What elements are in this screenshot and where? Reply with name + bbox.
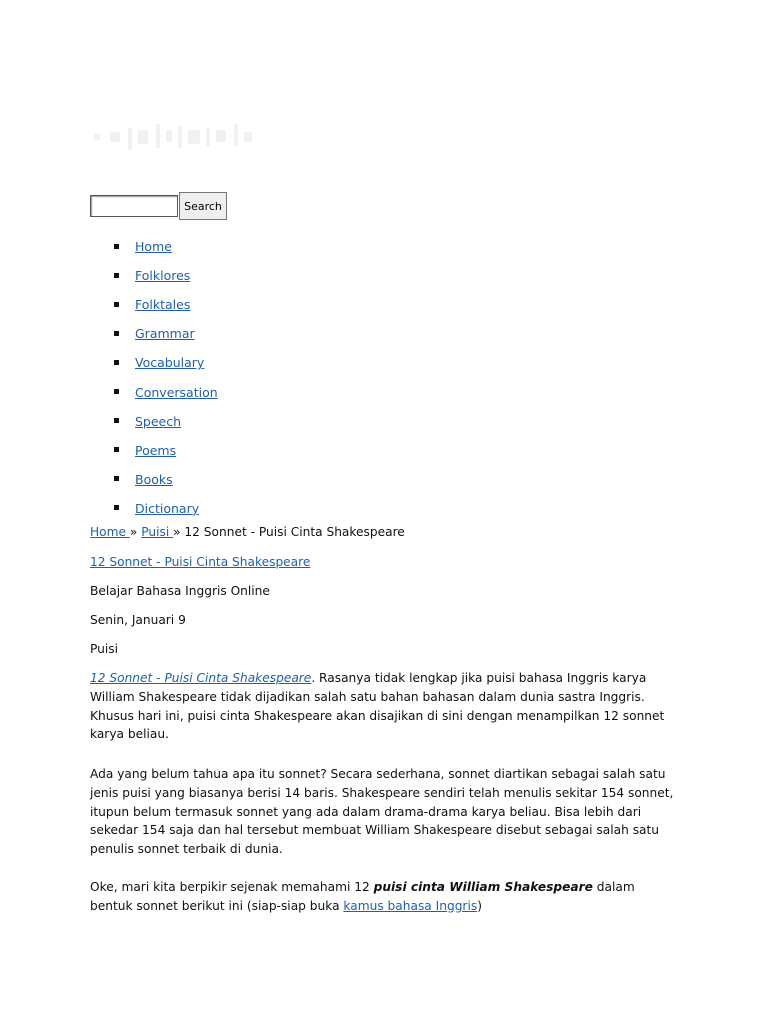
breadcrumb-current: 12 Sonnet - Puisi Cinta Shakespeare <box>184 525 405 539</box>
nav-link-speech[interactable]: Speech <box>135 413 182 429</box>
paragraph-text: . Rasanya tidak lengkap jika puisi bahasa Inggris karya William Shakespeare tidak dijadikan salah satu bahan bahasan dalam dunia sastra Inggris. Khusus hari ini, puisi cinta Shakespeare akan disajikan di sini dengan menampilkan 12 sonnet karya beliau. <box>90 671 665 742</box>
nav-item-vocabulary <box>92 348 218 377</box>
nav-link-grammar[interactable]: Grammar <box>135 326 195 342</box>
emphasis-text: puisi cinta William Shakespeare <box>373 880 593 894</box>
nav-link-dictionary[interactable]: Dictionary <box>135 500 200 516</box>
nav-link-folklores[interactable]: Folklores <box>135 268 191 284</box>
nav-item-books <box>92 465 218 494</box>
paragraph-text: ) <box>477 898 482 913</box>
nav-item-folktales <box>92 290 218 319</box>
nav-item-conversation <box>92 377 218 406</box>
breadcrumb-separator: » <box>173 525 185 539</box>
bullet-icon <box>114 273 119 278</box>
site-logo <box>92 110 272 160</box>
post-title-link[interactable]: 12 Sonnet - Puisi Cinta Shakespeare <box>90 555 311 569</box>
breadcrumb-category-link[interactable]: Puisi <box>141 525 174 539</box>
nav-link-folktales[interactable]: Folktales <box>135 297 191 313</box>
search-input[interactable] <box>90 195 178 217</box>
paragraph-text: Oke, mari kita berpikir sejenak memahami 12 <box>90 880 374 894</box>
search-button[interactable]: Search <box>179 192 227 220</box>
bullet-icon <box>114 505 119 510</box>
bullet-icon <box>114 418 119 423</box>
dictionary-link[interactable]: kamus bahasa Inggris <box>343 898 478 913</box>
post-label: Puisi <box>90 642 118 656</box>
nav-item-home <box>92 232 218 261</box>
blog-name: Belajar Bahasa Inggris Online <box>90 584 270 598</box>
main-nav <box>92 232 218 523</box>
bullet-icon <box>114 447 119 452</box>
breadcrumb <box>90 523 680 542</box>
bullet-icon <box>114 360 119 365</box>
post-title <box>90 553 680 572</box>
bullet-icon <box>114 244 119 249</box>
nav-link-books[interactable]: Books <box>135 471 173 487</box>
nav-item-folklores <box>92 261 218 290</box>
search-bar <box>90 192 227 220</box>
nav-link-home[interactable]: Home <box>135 239 172 255</box>
nav-item-grammar <box>92 319 218 348</box>
nav-link-conversation[interactable]: Conversation <box>135 384 218 400</box>
nav-item-poems <box>92 436 218 465</box>
bullet-icon <box>114 389 119 394</box>
paragraph-text: dalam bentuk sonnet berikut ini (siap-siap buka <box>90 880 635 913</box>
bullet-icon <box>114 331 119 336</box>
breadcrumb-separator: » <box>129 525 142 539</box>
bullet-icon <box>114 476 119 481</box>
nav-item-dictionary <box>92 494 218 523</box>
breadcrumb-home-link[interactable]: Home <box>90 525 130 539</box>
bullet-icon <box>114 302 119 307</box>
post-intro-link[interactable]: 12 Sonnet - Puisi Cinta Shakespeare <box>90 671 312 685</box>
paragraph-intro <box>90 669 680 744</box>
post-date: Senin, Januari 9 <box>90 613 186 627</box>
paragraph-sonnet-explanation: Ada yang belum tahua apa itu sonnet? Secara sederhana, sonnet diartikan sebagai salah satu jenis puisi yang biasanya berisi 14 baris. Shakespeare sendiri telah menulis sekitar 154 sonnet, itupun belum termasuk sonnet yang ada dalam drama-drama karya beliau. Bisa lebih dari sekedar 154 saja dan hal tersebut membuat William Shakespeare disebut sebagai salah satu penulis sonnet terbaik di dunia. <box>90 767 674 857</box>
nav-link-vocabulary[interactable]: Vocabulary <box>135 355 205 371</box>
nav-link-poems[interactable]: Poems <box>135 442 177 458</box>
nav-item-speech <box>92 407 218 436</box>
paragraph-outro <box>90 878 680 916</box>
